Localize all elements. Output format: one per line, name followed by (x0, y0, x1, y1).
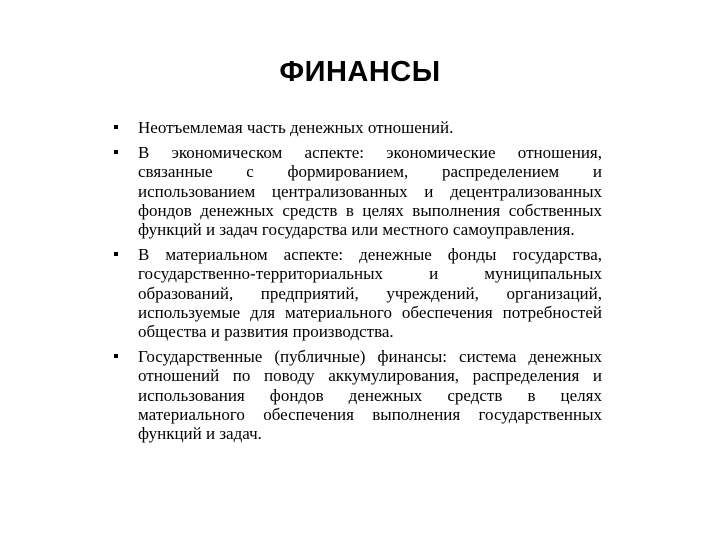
bullet-item (111, 347, 602, 443)
slide-title: ФИНАНСЫ (279, 56, 441, 88)
bullet-text: В материальном аспекте: денежные фонды государства, государственно-территориальных и муниципальных образований, предприятий, учреждений, организаций, используемые для материального обеспечения потребностей общества и развития производства. (138, 245, 602, 342)
bullet-item (111, 143, 602, 239)
bullet-square-icon (114, 150, 118, 154)
bullet-text: Государственные (публичные) финансы: система денежных отношений по поводу аккумулирования, распределения и использования фондов денежных средств в целях материального обеспечения выполнения государственных функций и задач. (138, 347, 602, 444)
bullet-item (111, 245, 602, 341)
bullet-item (111, 118, 602, 137)
bullet-square-icon (114, 354, 118, 358)
bullet-square-icon (114, 252, 118, 256)
bullet-square-icon (114, 125, 118, 129)
bullet-list (111, 118, 602, 449)
bullet-text: В экономическом аспекте: экономические отношения, связанные с формированием, распределением и использованием централизованных и децентрализованных фондов денежных средств в целях выполнения собственных функций и задач государства или местного самоуправления. (138, 143, 602, 240)
bullet-text: Неотъемлемая часть денежных отношений. (138, 118, 454, 137)
